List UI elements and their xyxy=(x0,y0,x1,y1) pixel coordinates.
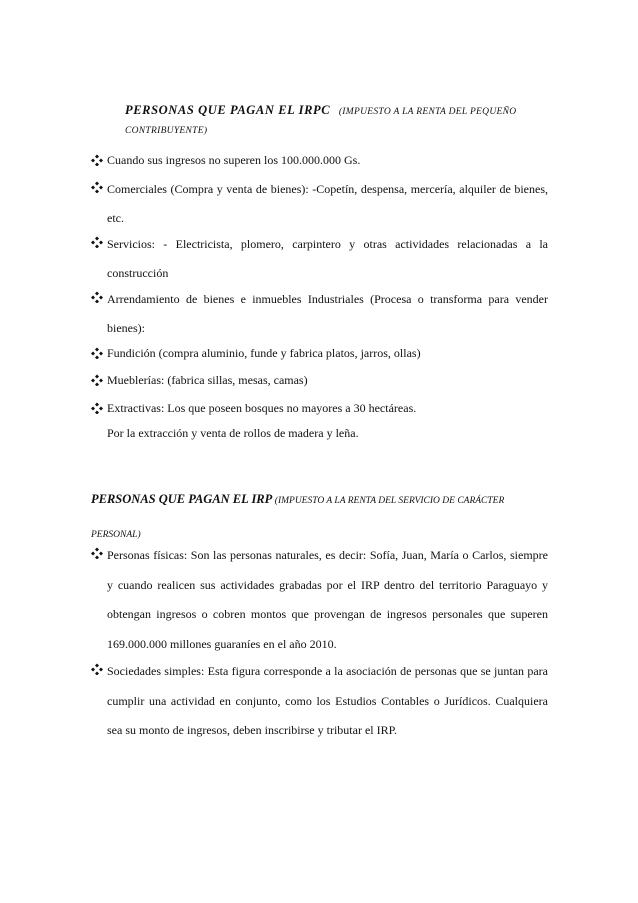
extractivas-continuation: Por la extracción y venta de rollos de madera y leña. xyxy=(107,426,359,440)
list-item-text: Sociedades simples: Esta figura corresponde a la asociación de personas que se juntan para cumplir una actividad en conjunto, como los Estudios Contables o Jurídicos. Cualquiera sea su monto de ingresos, deben inscribirse y tributar el IRP. xyxy=(107,664,548,737)
section-irp-heading-main: PERSONAS QUE PAGAN EL IRP xyxy=(91,492,273,506)
diamond-bullet-icon xyxy=(91,375,103,387)
section-irpc-heading-sub: (IMPUESTO A LA RENTA DEL PEQUEÑO CONTRIBUYENTE) xyxy=(125,107,517,136)
diamond-bullet-icon xyxy=(91,403,103,415)
diamond-bullet-icon xyxy=(91,664,103,676)
diamond-bullet-icon xyxy=(91,292,103,304)
list-item-text: Cuando sus ingresos no superen los 100.000.000 Gs. xyxy=(107,153,361,167)
list-item-text: Comerciales (Compra y venta de bienes): -Copetín, despensa, mercería, alquiler de bienes, etc. xyxy=(107,182,548,225)
list-item-text: Servicios: - Electricista, plomero, carpintero y otras actividades relacionadas a la construcción xyxy=(107,237,548,280)
list-item-text: Personas físicas: Son las personas naturales, es decir: Sofía, Juan, María o Carlos, siempre y cuando realicen sus actividades grabadas por el IRP dentro del territorio Paraguayo y obtengan ingresos o cobren montos que provengan de ingresos personales que superen 169.000.000 millones guaraníes en el año 2010. xyxy=(107,548,548,651)
section-irp-heading-sub: (IMPUESTO A LA RENTA DEL SERVICIO DE CARÁCTER PERSONAL) xyxy=(91,496,505,540)
section-irpc-heading-main: PERSONAS QUE PAGAN EL IRPC xyxy=(125,103,331,117)
diamond-bullet-icon xyxy=(91,182,103,194)
list-item-text: Arrendamiento de bienes e inmuebles Industriales (Procesa o transforma para vender bienes): xyxy=(107,292,548,335)
diamond-bullet-icon xyxy=(91,155,103,167)
diamond-bullet-icon xyxy=(91,348,103,360)
list-item-text: Fundición (compra aluminio, funde y fabrica platos, jarros, ollas) xyxy=(107,346,421,360)
list-item-text: Mueblerías: (fabrica sillas, mesas, camas) xyxy=(107,373,308,387)
section-irpc-heading xyxy=(125,101,550,140)
list-item-text: Extractivas: Los que poseen bosques no mayores a 30 hectáreas. xyxy=(107,401,417,415)
diamond-bullet-icon xyxy=(91,548,103,560)
diamond-bullet-icon xyxy=(91,237,103,249)
